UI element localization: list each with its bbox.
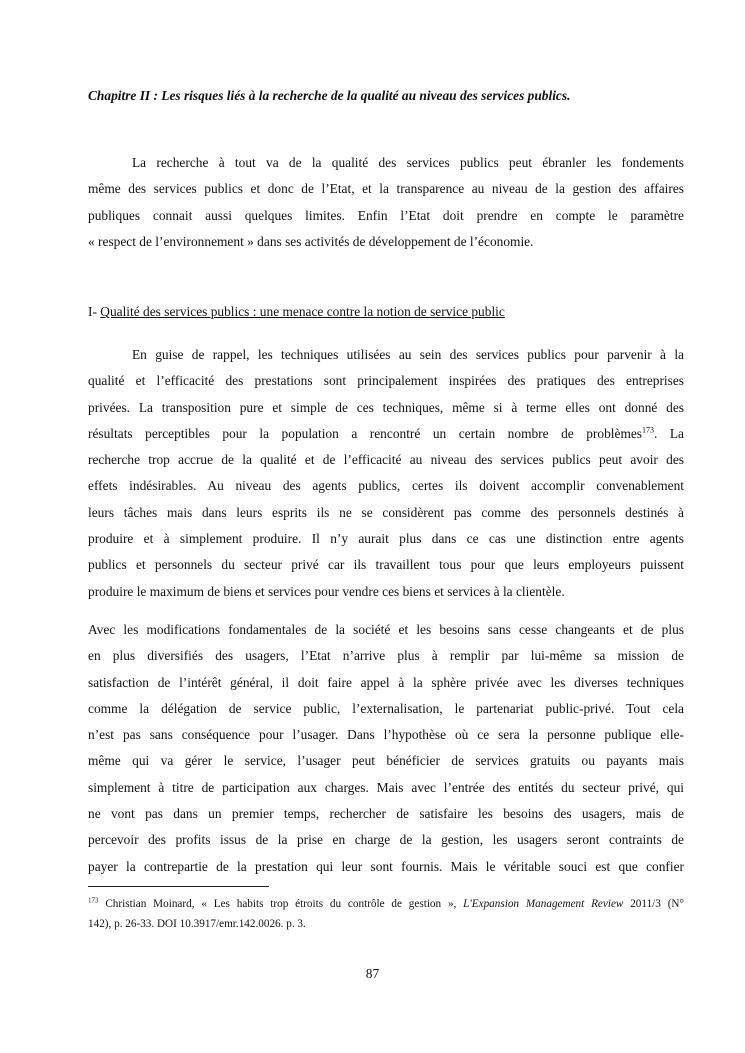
chapter-title: Chapitre II : Les risques liés à la recherche de la qualité au niveau des services publics. xyxy=(88,88,571,103)
footnote-text: Christian Moinard, « Les habits trop étroits du contrôle de gestion », xyxy=(98,898,464,910)
paragraph-line: effets indésirables. Au niveau des agents publics, certes ils doivent accomplir convenablement xyxy=(88,478,684,494)
paragraph-line: même qui va gérer le service, l’usager peut bénéficier de services gratuits ou payants mais xyxy=(88,753,684,769)
paragraph-line: privées. La transposition pure et simple de ces techniques, même si à terme elles ont donné des xyxy=(88,399,684,415)
paragraph-line: simplement à titre de participation aux charges. Mais avec l’entrée des entités du secteur privé, qui xyxy=(88,779,684,795)
paragraph-line: payer la contrepartie de la prestation qui leur sont fournis. Mais le véritable souci est que confier xyxy=(88,858,684,874)
footnote-line: 142), p. 26-33. DOI 10.3917/emr.142.0026. p. 3. xyxy=(88,918,306,930)
footnote xyxy=(88,894,684,934)
footnote-line xyxy=(88,894,684,914)
paragraph-line-text: . La xyxy=(654,425,684,441)
paragraph-line: en plus diversifiés des usagers, l’Etat n’arrive plus à remplir par lui-même sa mission de xyxy=(88,648,684,664)
footnote-text: 2011/3 (N° xyxy=(623,898,684,910)
paragraph-line-with-footnote-ref xyxy=(88,421,684,447)
paragraph-line: percevoir des profits issus de la prise en charge de la gestion, les usagers seront contraints de xyxy=(88,832,684,848)
intro-line: publiques connait aussi quelques limites. Enfin l’Etat doit prendre en compte le paramètre xyxy=(88,207,684,223)
section-heading xyxy=(88,304,505,320)
paragraph-line: qualité et l’efficacité des prestations sont principalement inspirées des pratiques des entreprises xyxy=(88,373,684,389)
paragraph-line: produire le maximum de biens et services pour vendre ces biens et services à la clientèle. xyxy=(88,583,565,599)
footnote-number: 173 xyxy=(88,896,99,905)
paragraph-line-text: résultats perceptibles pour la population a rencontré un certain nombre de problèmes xyxy=(88,425,643,441)
footnote-divider xyxy=(88,886,269,887)
footnote-reference[interactable]: 173 xyxy=(642,425,655,435)
paragraph-line: ne vont pas dans un premier temps, rechercher de satisfaire les besoins des usagers, mais de xyxy=(88,806,684,822)
footnote-journal-title: L'Expansion Management Review xyxy=(463,898,624,910)
paragraph-line: n’est pas sans conséquence pour l’usager. Dans l’hypothèse où ce sera la personne publique elle- xyxy=(88,727,684,743)
intro-line: « respect de l’environnement » dans ses activités de développement de l’économie. xyxy=(88,233,534,249)
paragraph-line: satisfaction de l’intérêt général, il doit faire appel à la sphère privée avec les diverses techniques xyxy=(88,674,684,690)
paragraph-line: En guise de rappel, les techniques utilisées au sein des services publics pour parvenir à la xyxy=(132,347,684,362)
paragraph-line: produire et à simplement produire. Il n’y aurait plus dans ce cas une distinction entre agents xyxy=(88,531,684,547)
paragraph-line: recherche trop accrue de la qualité et de l’efficacité au niveau des services publics peut avoir des xyxy=(88,452,684,468)
section-heading-title: Qualité des services publics : une menace contre la notion de service public xyxy=(100,304,505,319)
page-number: 87 xyxy=(365,966,380,981)
section-heading-prefix: I- xyxy=(88,304,101,319)
paragraph-line: publics et personnels du secteur privé car ils travaillent tous pour que leurs employeurs puissent xyxy=(88,557,684,573)
paragraph-line: comme la délégation de service public, l’externalisation, le partenariat public-privé. Tout cela xyxy=(88,700,684,716)
paragraph-line: Avec les modifications fondamentales de la société et les besoins sans cesse changeants et de plus xyxy=(88,622,684,637)
intro-line: même des services publics et donc de l’Etat, et la transparence au niveau de la gestion des affaires xyxy=(88,181,684,197)
body-paragraph-1 xyxy=(88,342,684,605)
paragraph-line: leurs tâches mais dans leurs esprits ils ne se considèrent pas comme des personnels destinés à xyxy=(88,504,684,520)
body-paragraph-2 xyxy=(88,617,684,880)
intro-line: La recherche à tout va de la qualité des services publics peut ébranler les fondements xyxy=(132,155,684,170)
intro-paragraph xyxy=(88,150,684,255)
